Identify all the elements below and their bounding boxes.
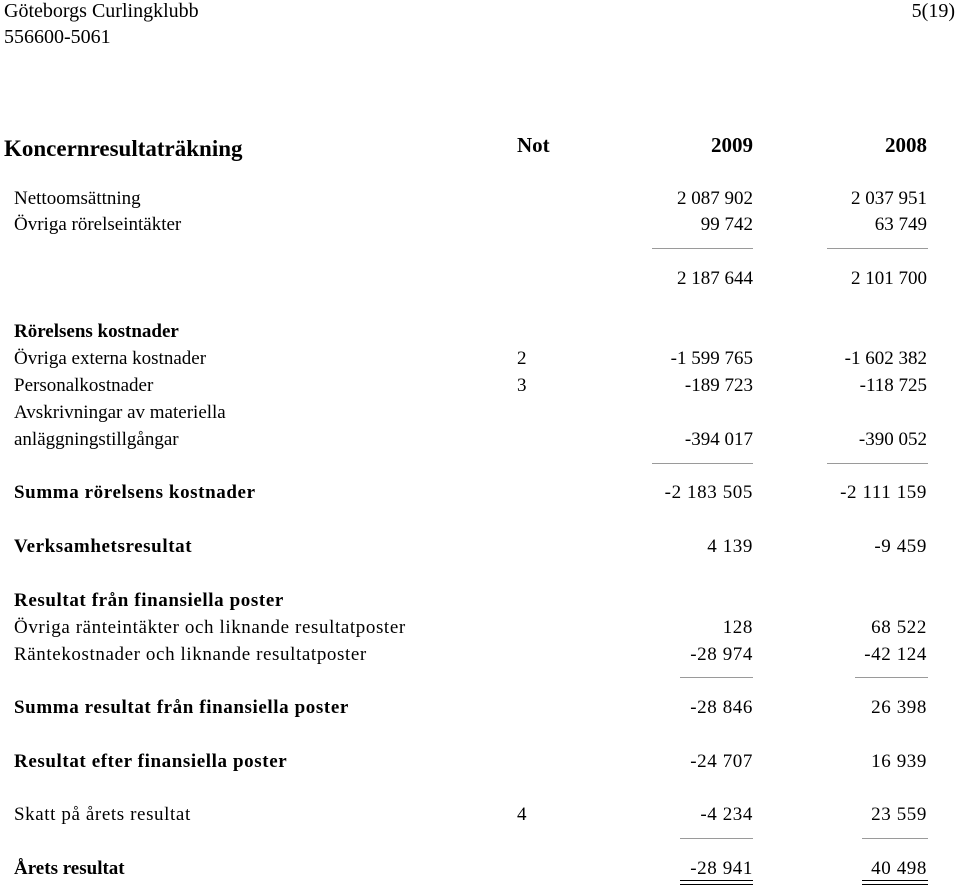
subtotal-rule: [855, 677, 928, 678]
total-label: Årets resultat: [14, 858, 125, 879]
total-label: Summa rörelsens kostnader: [14, 482, 256, 503]
row-label: Räntekostnader och liknande resultatposter: [14, 644, 367, 665]
value-2009: 128: [722, 617, 753, 638]
row-label: Övriga rörelseintäkter: [14, 214, 182, 235]
col-header-note: Not: [517, 133, 550, 157]
total-label: Summa resultat från finansiella poster: [14, 697, 349, 718]
subtotal-rule: [652, 463, 753, 464]
value-2008: -390 052: [858, 429, 927, 450]
total-label: Resultat efter finansiella poster: [14, 751, 288, 772]
col-header-2009: 2009: [711, 133, 753, 157]
org-name: Göteborgs Curlingklubb: [4, 0, 199, 22]
row-label: anläggningstillgångar: [14, 429, 179, 450]
subtotal-rule: [827, 248, 928, 249]
subtotal-rule: [862, 838, 928, 839]
subtotal-rule: [652, 248, 753, 249]
value-2009: 2 087 902: [677, 188, 753, 209]
total-2009: -28 846: [690, 697, 753, 718]
value-2008: -118 725: [859, 375, 927, 396]
value-2008: 23 559: [871, 804, 927, 825]
value-2009: -189 723: [684, 375, 753, 396]
row-label: Personalkostnader: [14, 375, 154, 396]
row-label: Skatt på årets resultat: [14, 804, 191, 825]
row-label: Övriga externa kostnader: [14, 348, 207, 369]
col-header-2008: 2008: [885, 133, 927, 157]
value-2009: -4 234: [700, 804, 753, 825]
value-2009: -28 974: [690, 644, 753, 665]
value-2009: -394 017: [684, 429, 753, 450]
total-2008: 16 939: [871, 751, 927, 772]
total-2009: -2 183 505: [664, 482, 753, 503]
row-label: Nettoomsättning: [14, 188, 141, 209]
subtotal-2008: 2 101 700: [851, 268, 927, 289]
note-ref: 4: [517, 804, 527, 825]
subtotal-rule: [680, 838, 753, 839]
total-2008: -2 111 159: [840, 482, 927, 503]
org-number: 556600-5061: [4, 26, 111, 48]
value-2009: -1 599 765: [670, 348, 753, 369]
statement-title: Koncernresultaträkning: [4, 136, 243, 161]
total-2009: 4 139: [707, 536, 753, 557]
value-2009: 99 742: [700, 214, 753, 235]
final-total-double-rule: [862, 880, 928, 885]
row-label: Avskrivningar av materiella: [14, 402, 226, 423]
value-2008: 63 749: [874, 214, 927, 235]
value-2008: 68 522: [871, 617, 927, 638]
subtotal-2009: 2 187 644: [677, 268, 753, 289]
section-heading: Resultat från finansiella poster: [14, 590, 284, 611]
total-label: Verksamhetsresultat: [14, 536, 193, 557]
page-number: 5(19): [911, 0, 955, 22]
subtotal-rule: [680, 677, 753, 678]
value-2008: 2 037 951: [851, 188, 927, 209]
row-label: Övriga ränteintäkter och liknande resultatposter: [14, 617, 406, 638]
total-2008: 26 398: [871, 697, 927, 718]
final-total-double-rule: [680, 880, 753, 885]
total-2008: 40 498: [871, 858, 927, 879]
section-heading: Rörelsens kostnader: [14, 321, 179, 342]
note-ref: 2: [517, 348, 527, 369]
note-ref: 3: [517, 375, 527, 396]
value-2008: -1 602 382: [844, 348, 927, 369]
total-2009: -28 941: [690, 858, 753, 879]
subtotal-rule: [827, 463, 928, 464]
total-2008: -9 459: [874, 536, 927, 557]
value-2008: -42 124: [864, 644, 927, 665]
total-2009: -24 707: [690, 751, 753, 772]
